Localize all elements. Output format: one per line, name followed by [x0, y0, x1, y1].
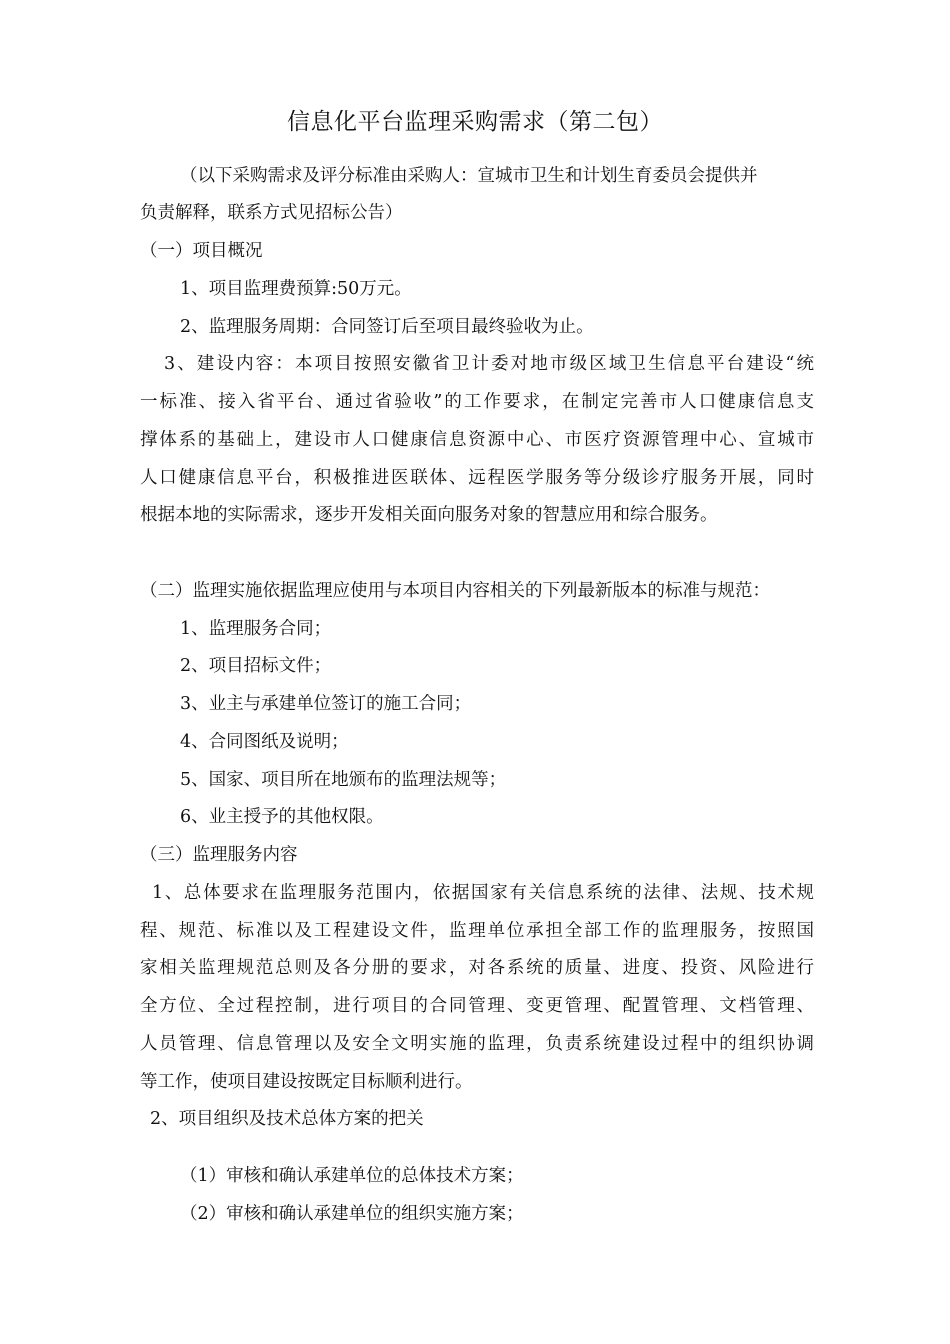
section-2-item-1: 1、监理服务合同； [180, 619, 332, 639]
section-3-item-1-line-6: 等工作，使项目建设按既定目标顺利进行。 [140, 1072, 473, 1092]
section-3-heading: （三）监理服务内容 [140, 845, 298, 865]
document-title: 信息化平台监理采购需求（第二包） [287, 109, 663, 135]
section-1-item-3-line-4: 人口健康信息平台，积极推进医联体、远程医学服务等分级诊疗服务开展，同时 [140, 468, 814, 488]
section-3-item-1-line-5: 人员管理、信息管理以及安全文明实施的监理，负责系统建设过程中的组织协调 [140, 1034, 814, 1054]
section-1-heading: （一）项目概况 [140, 241, 263, 261]
section-2-item-3: 3、业主与承建单位签订的施工合同； [180, 694, 472, 714]
section-1-item-3-line-5: 根据本地的实际需求，逐步开发相关面向服务对象的智慧应用和综合服务。 [140, 505, 718, 525]
section-3-item-1-line-4: 全方位、全过程控制，进行项目的合同管理、变更管理、配置管理、文档管理、 [140, 996, 814, 1016]
section-2-heading: （二）监理实施依据监理应使用与本项目内容相关的下列最新版本的标准与规范： [140, 581, 770, 601]
section-2-item-2: 2、项目招标文件； [180, 656, 332, 676]
section-1-item-3-line-3: 撑体系的基础上，建设市人口健康信息资源中心、市医疗资源管理中心、宣城市 [140, 430, 814, 450]
section-3-item-1-line-1: 1、总体要求在监理服务范围内，依据国家有关信息系统的法律、法规、技术规 [152, 883, 814, 903]
section-3-item-1-line-3: 家相关监理规范总则及各分册的要求，对各系统的质量、进度、投资、风险进行 [140, 958, 814, 978]
section-3-item-1-line-2: 程、规范、标准以及工程建设文件，监理单位承担全部工作的监理服务，按照国 [140, 921, 814, 941]
section-3-sub-item-1: （1）审核和确认承建单位的总体技术方案； [180, 1166, 524, 1186]
section-1-item-1: 1、项目监理费预算:50万元。 [180, 279, 412, 299]
section-2-item-6: 6、业主授予的其他权限。 [180, 807, 384, 827]
section-1-item-2: 2、监理服务周期：合同签订后至项目最终验收为止。 [180, 317, 594, 337]
section-1-item-3-line-1: 3、建设内容：本项目按照安徽省卫计委对地市级区域卫生信息平台建设“统 [164, 354, 814, 374]
section-2-item-4: 4、合同图纸及说明； [180, 732, 349, 752]
section-2-item-5: 5、国家、项目所在地颁布的监理法规等； [180, 770, 507, 790]
section-3-item-2: 2、项目组织及技术总体方案的把关 [150, 1109, 424, 1129]
section-3-sub-item-2: （2）审核和确认承建单位的组织实施方案； [180, 1204, 524, 1224]
intro-line-2: 负责解释，联系方式见招标公告） [140, 203, 403, 223]
section-1-item-3-line-2: 一标准、接入省平台、通过省验收”的工作要求，在制定完善市人口健康信息支 [140, 392, 814, 412]
intro-line-1: （以下采购需求及评分标准由采购人：宣城市卫生和计划生育委员会提供并 [180, 166, 758, 186]
